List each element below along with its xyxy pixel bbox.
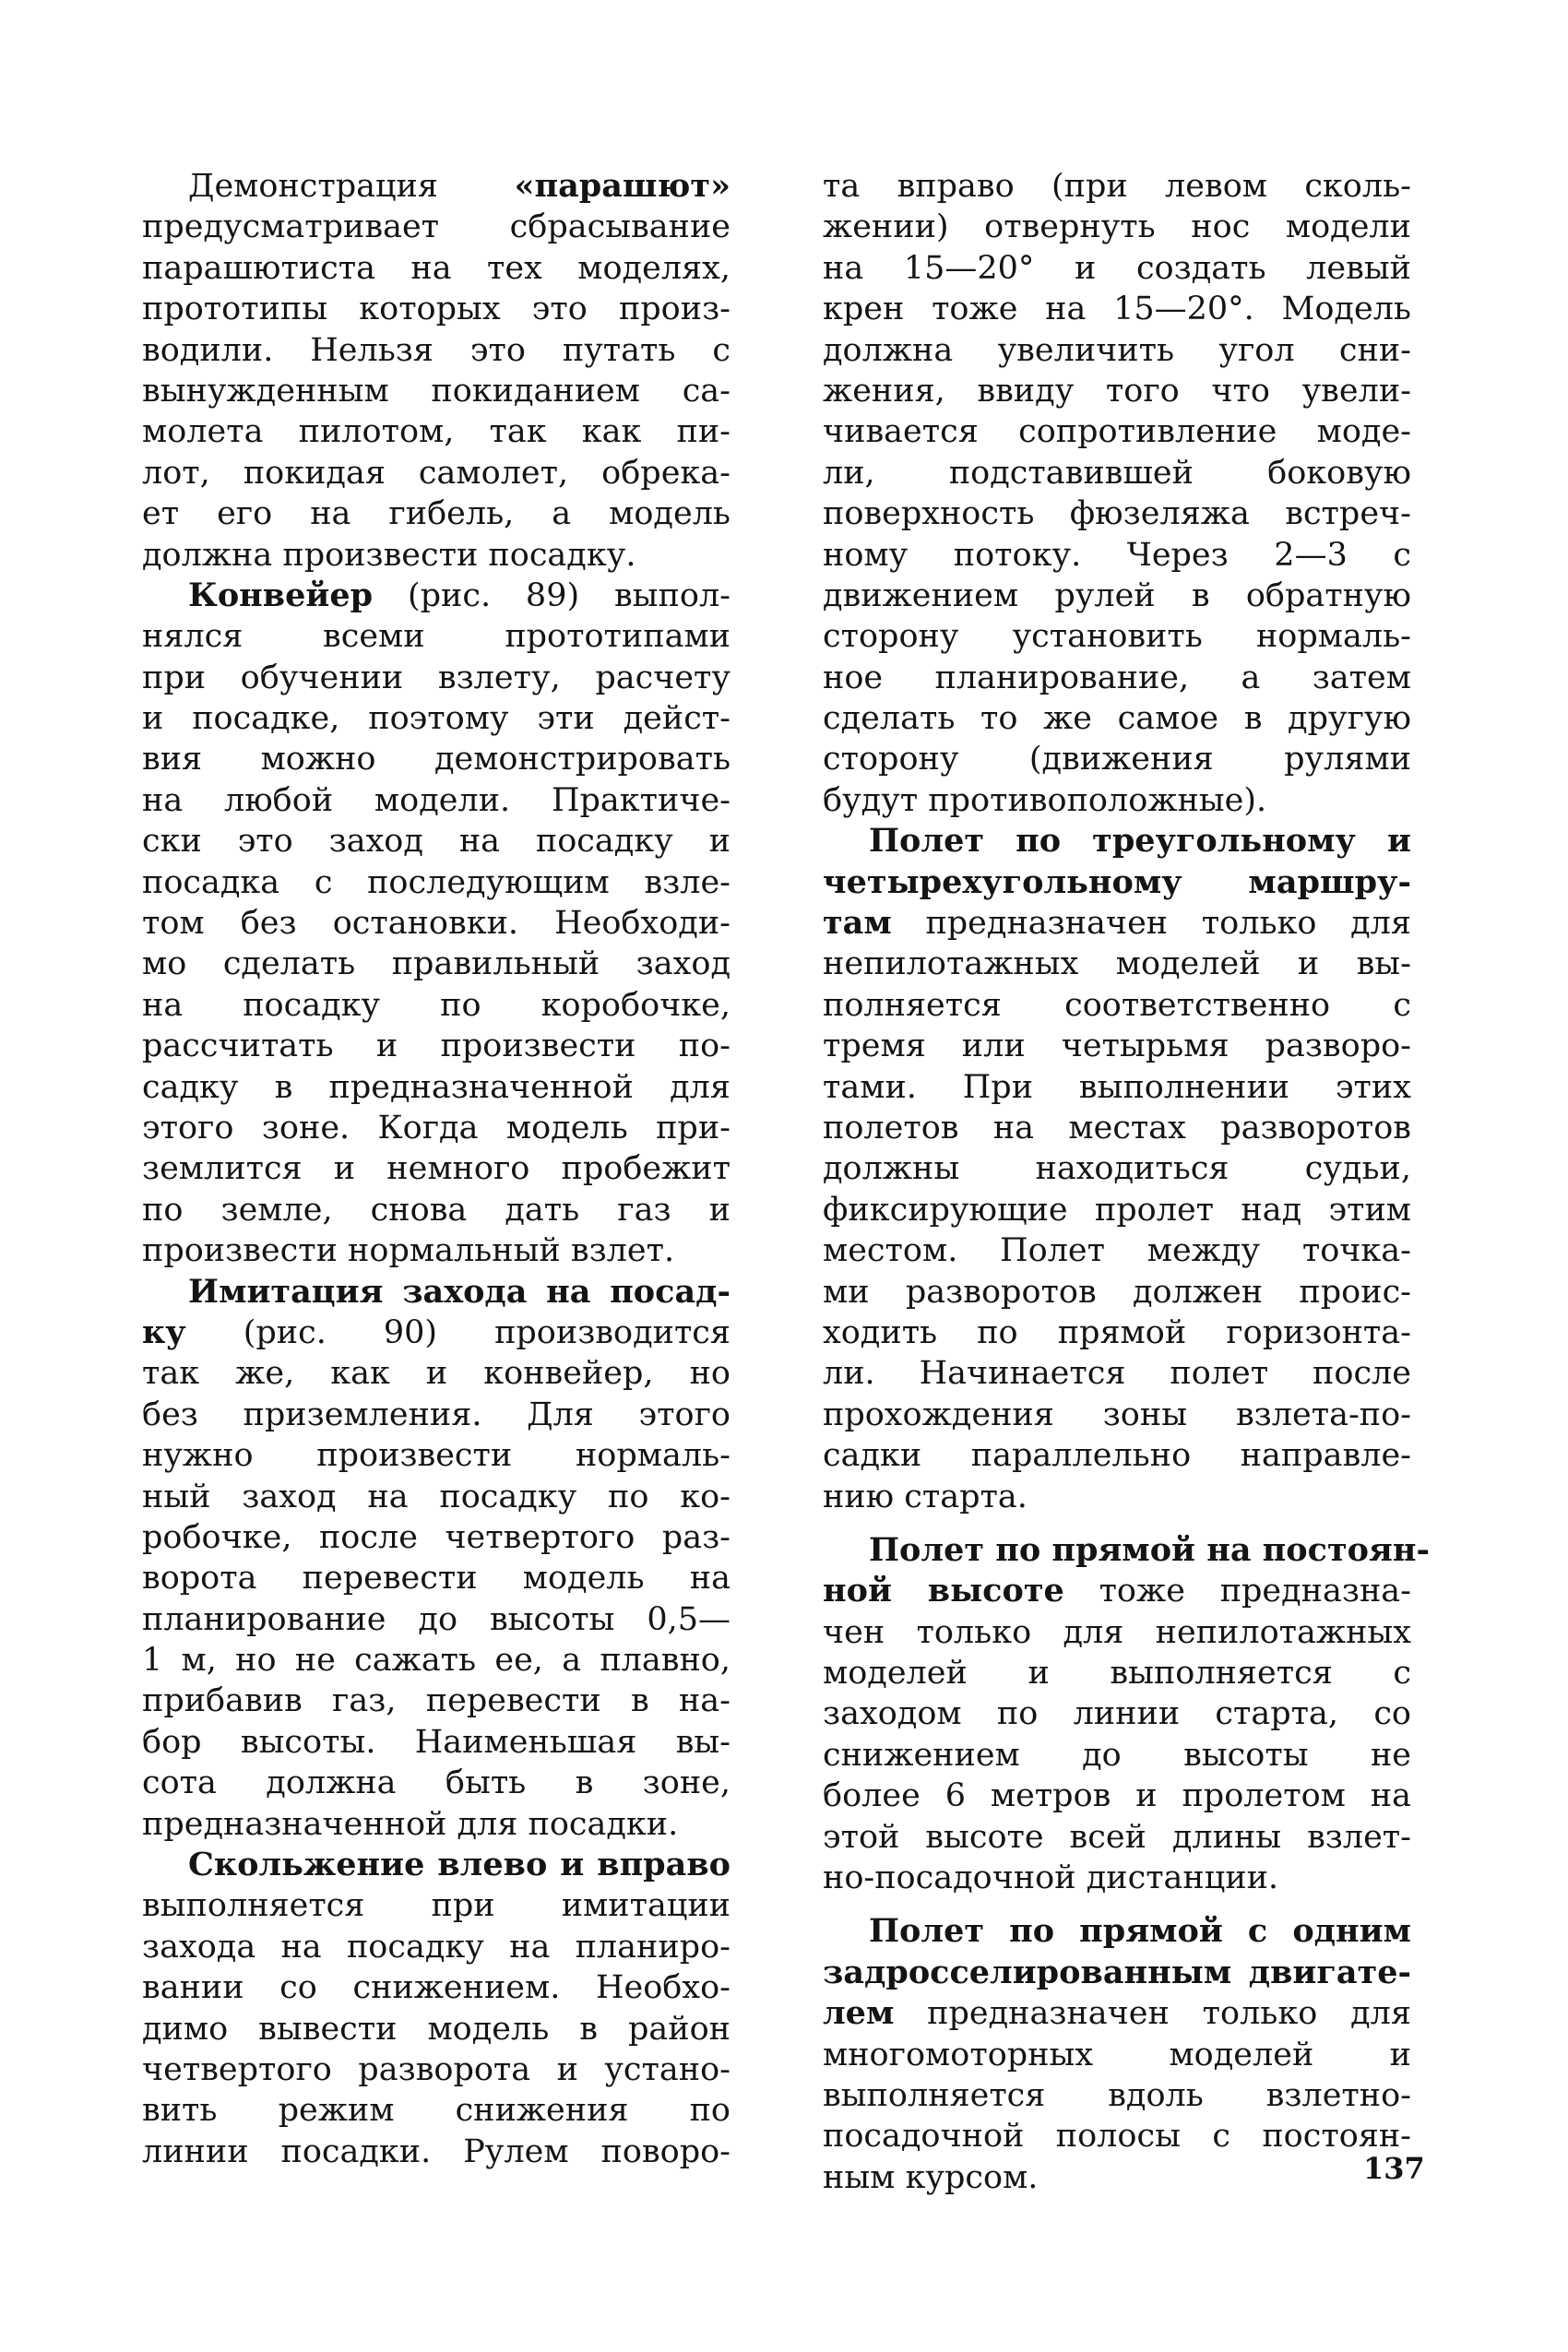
text-line: нялся всеми прототипами — [142, 618, 731, 656]
text-line: молета пилотом, так как пи- — [142, 413, 731, 451]
text-line — [142, 1313, 731, 1353]
page-number: 137 — [1363, 2151, 1425, 2186]
text-line: поверхность фюзеляжа встреч- — [823, 495, 1411, 533]
term-route-flight: Полет по треугольному и — [869, 822, 1411, 861]
text-line: парашютиста на тех моделях, — [142, 249, 731, 287]
text-line: при обучении взлету, расчету — [142, 659, 731, 696]
term-route-flight-cont: четырехугольному маршру- — [823, 862, 1411, 901]
text-line: местом. Полет между точка- — [823, 1232, 1411, 1270]
text-line: нию старта. — [823, 1478, 1028, 1515]
text-line: сторону (движения рулями — [823, 741, 1411, 778]
text-line: но-посадочной дистанции. — [823, 1859, 1279, 1897]
text-line: четвертого разворота и устано- — [142, 2050, 731, 2088]
text-line: прибавив газ, перевести в на- — [142, 1682, 731, 1720]
text-line: димо вывести модель в район — [142, 2010, 731, 2048]
text-line: сделать то же самое в другую — [823, 700, 1411, 738]
term-parachute: «парашют» — [514, 167, 731, 205]
text-line: том без остановки. Необходи- — [142, 905, 731, 943]
text-fragment: предназначен только для — [894, 1995, 1411, 2033]
text-line: вании со снижением. Необхо- — [142, 1969, 731, 2007]
text-line: бор высоты. Наименьшая вы- — [142, 1723, 731, 1761]
text-line: посадка с последующим взле- — [142, 863, 731, 901]
text-line: ный заход на посадку по ко- — [142, 1478, 731, 1515]
text-line: движением рулей в обратную — [823, 576, 1411, 614]
text-line — [142, 1845, 731, 1885]
text-line: тремя или четырьмя разворо- — [823, 1028, 1411, 1065]
text-fragment: тоже предназна- — [1063, 1573, 1411, 1610]
text-line: тами. При выполнении этих — [823, 1068, 1411, 1106]
text-line: посадочной полосы с постоян- — [823, 2118, 1411, 2156]
left-column — [142, 166, 731, 2172]
text-line: планирование до высоты 0,5— — [142, 1600, 731, 1638]
text-line — [142, 166, 731, 207]
text-line — [823, 903, 1411, 944]
text-line — [823, 1911, 1411, 1952]
text-line: прототипы которых это произ- — [142, 291, 731, 328]
text-line: фиксирующие пролет над этим — [823, 1191, 1411, 1229]
term-landing-imitation: Имитация захода на посад- — [188, 1272, 731, 1311]
text-line: нужно произвести нормаль- — [142, 1437, 731, 1475]
term-one-engine: Полет по прямой с одним — [869, 1912, 1411, 1951]
text-line: предназначенной для посадки. — [142, 1805, 679, 1843]
text-line: садки параллельно направле- — [823, 1437, 1411, 1475]
text-line — [823, 821, 1411, 861]
text-fragment: (рис. 90) производится — [185, 1313, 731, 1351]
text-line: по земле, снова дать газ и — [142, 1191, 731, 1229]
text-line: ным курсом. — [823, 2158, 1039, 2196]
text-line: сторону установить нормаль- — [823, 618, 1411, 656]
term-one-engine-cont: задросселированным двигате- — [823, 1953, 1411, 1991]
text-line: на 15—20° и создать левый — [823, 249, 1411, 287]
text-line: крен тоже на 15—20°. Модель — [823, 291, 1411, 328]
text-line: захода на посадку на планиро- — [142, 1928, 731, 1966]
text-line: ли. Начинается полет после — [823, 1355, 1411, 1393]
text-line: снижением до высоты не — [823, 1736, 1411, 1774]
text-line — [142, 576, 731, 616]
text-line: ное планирование, а затем — [823, 659, 1411, 696]
text-line: та вправо (при левом сколь- — [823, 168, 1411, 205]
text-line — [823, 1953, 1411, 1993]
text-line: вия можно демонстрировать — [142, 741, 731, 778]
text-line: заходом по линии старта, со — [823, 1695, 1411, 1733]
text-line: этого зоне. Когда модель при- — [142, 1109, 731, 1146]
text-line: ному потоку. Через 2—3 с — [823, 536, 1411, 574]
text-fragment: предназначен только для — [891, 905, 1411, 943]
text-line: вить режим снижения по — [142, 2092, 731, 2130]
text-line: ли, подставившей боковую — [823, 454, 1411, 492]
text-line: ми разворотов должен проис- — [823, 1273, 1411, 1311]
text-line: выполняется при имитации — [142, 1887, 731, 1925]
text-line: землится и немного пробежит — [142, 1150, 731, 1188]
text-line: многомоторных моделей и — [823, 2036, 1411, 2073]
text-line — [823, 1993, 1411, 2034]
text-line: линии посадки. Рулем поворо- — [142, 2132, 731, 2170]
text-line: должна произвести посадку. — [142, 536, 636, 574]
text-line: без приземления. Для этого — [142, 1396, 731, 1433]
text-line: предусматривает сбрасывание — [142, 208, 731, 246]
text-line: будут противоположные). — [823, 781, 1267, 819]
text-line: ворота перевести модель на — [142, 1560, 731, 1598]
text-line: должна увеличить угол сни- — [823, 331, 1411, 369]
term-one-engine-end: лем — [823, 1994, 895, 2033]
text-line: на посадку по коробочке, — [142, 986, 731, 1024]
term-constant-altitude: Полет по прямой на постоян- — [869, 1530, 1430, 1569]
text-line: так же, как и конвейер, но — [142, 1355, 731, 1393]
text-line: робочке, после четвертого раз- — [142, 1518, 731, 1556]
term-slip: Скольжение влево и вправо — [188, 1846, 731, 1884]
right-column — [823, 166, 1430, 2198]
paragraph-gap — [823, 1517, 1411, 1530]
text-line: выполняется вдоль взлетно- — [823, 2076, 1411, 2114]
text-line: ет его на гибель, а модель — [142, 495, 731, 533]
text-line — [823, 1571, 1411, 1611]
text-line: полетов на местах разворотов — [823, 1109, 1411, 1146]
text-line: вынужденным покиданием са- — [142, 372, 731, 410]
text-line: ходить по прямой горизонта- — [823, 1313, 1411, 1351]
text-line: этой высоте всей длины взлет- — [823, 1818, 1411, 1856]
paragraph-gap — [823, 1898, 1411, 1911]
text-line: водили. Нельзя это путать с — [142, 331, 731, 369]
text-line — [823, 862, 1411, 903]
term-route-flight-end: там — [823, 904, 892, 943]
text-line: жения, ввиду того что увели- — [823, 372, 1411, 410]
text-line: произвести нормальный взлет. — [142, 1232, 675, 1270]
text-line: ски это заход на посадку и — [142, 823, 731, 861]
text-line: полняется соответственно с — [823, 986, 1411, 1024]
text-line: должны находиться судьи, — [823, 1150, 1411, 1188]
term-conveyor: Конвейер — [188, 576, 374, 614]
text-line: рассчитать и произвести по- — [142, 1028, 731, 1065]
text-line: чивается сопротивление моде- — [823, 413, 1411, 451]
text-line — [142, 1272, 731, 1313]
text-line: мо сделать правильный заход — [142, 945, 731, 983]
text-line: и посадке, поэтому эти дейст- — [142, 700, 731, 738]
text-line — [823, 1530, 1430, 1571]
text-line: моделей и выполняется с — [823, 1655, 1411, 1693]
text-line: чен только для непилотажных — [823, 1613, 1411, 1651]
term-landing-imitation-end: ку — [142, 1313, 186, 1351]
text-line: садку в предназначенной для — [142, 1068, 731, 1106]
text-line: жении) отвернуть нос модели — [823, 208, 1411, 246]
text-line: на любой модели. Практиче- — [142, 781, 731, 819]
text-line: прохождения зоны взлета-по- — [823, 1396, 1411, 1433]
text-line: лот, покидая самолет, обрека- — [142, 454, 731, 492]
text-fragment: Демонстрация — [188, 168, 438, 205]
text-line: более 6 метров и пролетом на — [823, 1777, 1411, 1815]
text-line: 1 м, но не сажать ее, а плавно, — [142, 1642, 731, 1680]
text-fragment: (рис. 89) выпол- — [373, 576, 731, 614]
text-line: сота должна быть в зоне, — [142, 1764, 731, 1802]
text-line: непилотажных моделей и вы- — [823, 945, 1411, 983]
term-constant-altitude-end: ной высоте — [823, 1572, 1064, 1610]
